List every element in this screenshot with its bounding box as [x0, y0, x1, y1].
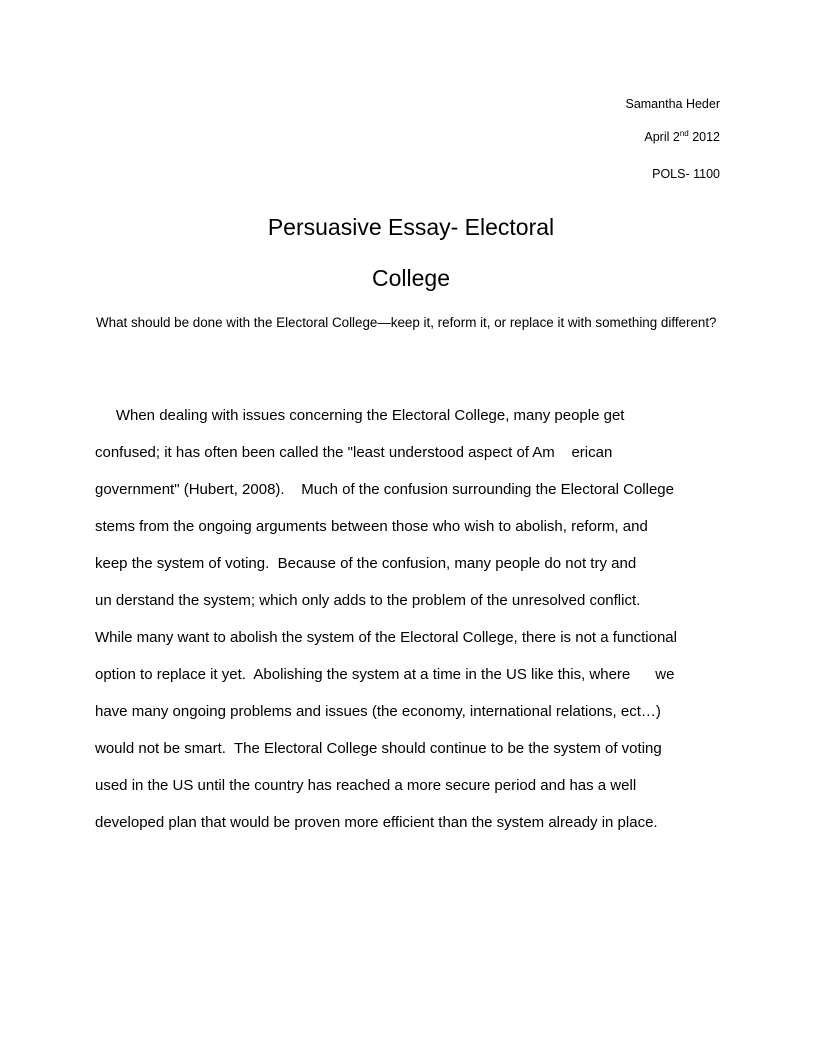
- body-line: confused; it has often been called the "least understood aspect of Am erican: [95, 444, 613, 461]
- body-line: used in the US until the country has reached a more secure period and has a well: [95, 777, 637, 794]
- body-line: government" (Hubert, 2008). Much of the confusion surrounding the Electoral College: [95, 481, 674, 498]
- essay-date: [644, 129, 720, 145]
- essay-title-line-2: College: [372, 265, 450, 291]
- body-line: un derstand the system; which only adds to the problem of the unresolved conflict.: [95, 592, 641, 609]
- date-year: 2012: [688, 130, 720, 144]
- essay-title-line-1: Persuasive Essay- Electoral: [267, 214, 555, 240]
- date-day: April 2: [644, 130, 680, 144]
- body-line: When dealing with issues concerning the Electoral College, many people get: [95, 407, 625, 424]
- date-ordinal-suffix: nd: [679, 129, 689, 138]
- body-line: would not be smart. The Electoral College should continue to be the system of voting: [95, 740, 662, 757]
- author-name: Samantha Heder: [625, 97, 720, 111]
- essay-prompt: What should be done with the Electoral College—keep it, reform it, or replace it with something different?: [96, 315, 717, 330]
- body-line: have many ongoing problems and issues (the economy, international relations, ect…): [95, 703, 661, 720]
- body-line: developed plan that would be proven more efficient than the system already in place.: [95, 814, 658, 831]
- course-code: POLS- 1100: [652, 167, 720, 181]
- body-line: stems from the ongoing arguments between those who wish to abolish, reform, and: [95, 518, 648, 535]
- body-line: option to replace it yet. Abolishing the system at a time in the US like this, where we: [95, 666, 675, 683]
- body-line: While many want to abolish the system of the Electoral College, there is not a functional: [95, 629, 677, 646]
- body-line: keep the system of voting. Because of the confusion, many people do not try and: [95, 555, 637, 572]
